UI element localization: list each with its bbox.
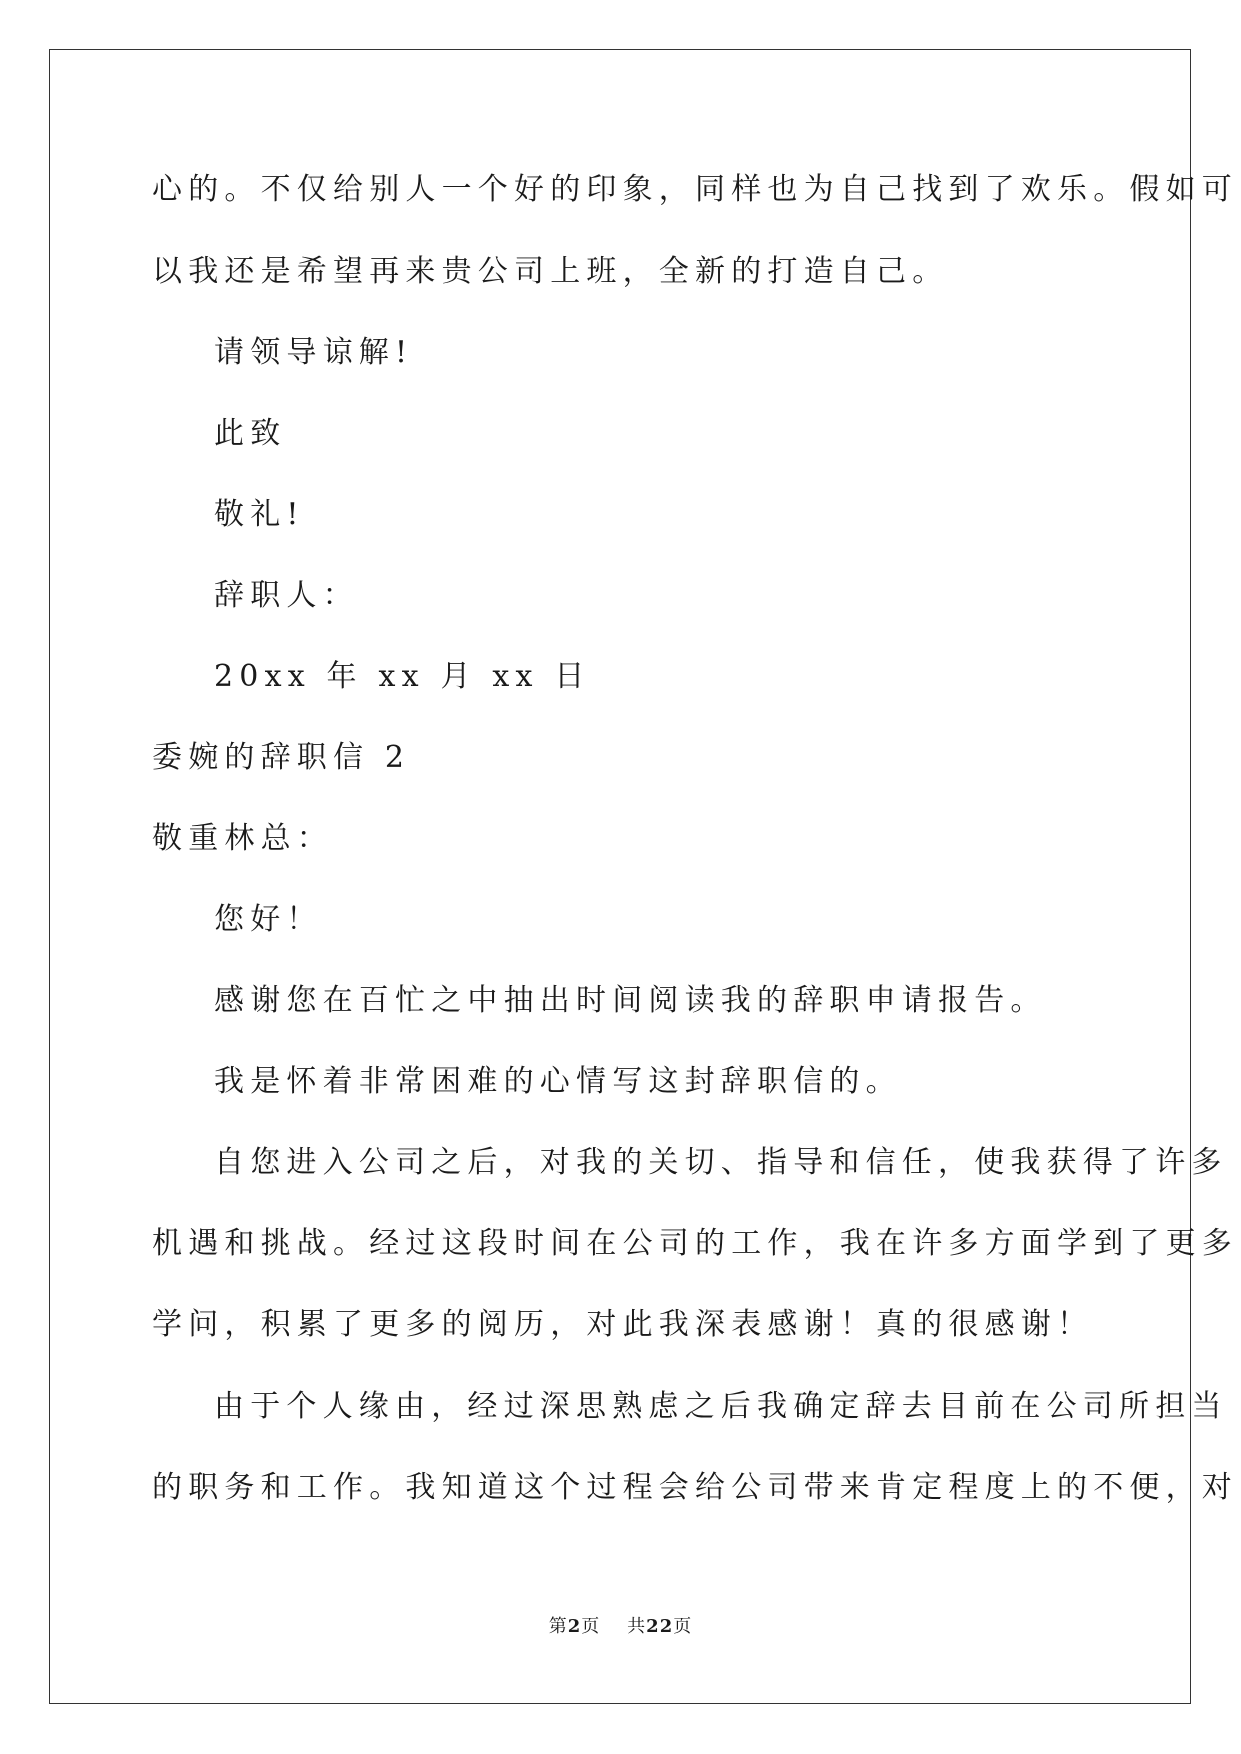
closing-request: 请领导谅解!: [214, 335, 414, 370]
closing-salutation: 此致: [214, 416, 287, 451]
body-line-4: 我是怀着非常困难的心情写这封辞职信的。: [214, 1064, 902, 1099]
footer-prefix: 第: [548, 1616, 568, 1637]
addressee: 敬重林总：: [152, 821, 333, 856]
footer-total-unit: 页: [673, 1616, 693, 1637]
page-footer: [0, 1612, 1241, 1638]
page-border: [49, 49, 1191, 1704]
body-line-1: 心的。不仅给别人一个好的印象，同样也为自己找到了欢乐。假如可: [152, 172, 1238, 207]
footer-current-page: 2: [567, 1616, 582, 1637]
signature-label: 辞职人：: [214, 578, 359, 613]
body-line-7: 学问，积累了更多的阅历，对此我深表感谢！真的很感谢！: [152, 1307, 1094, 1342]
body-line-5: 自您进入公司之后，对我的关切、指导和信任，使我获得了许多: [214, 1145, 1228, 1180]
closing-regards: 敬礼!: [214, 497, 305, 532]
section-title: 委婉的辞职信 2: [152, 740, 411, 775]
body-line-2: 以我还是希望再来贵公司上班，全新的打造自己。: [152, 254, 949, 289]
footer-total-prefix: 共: [627, 1616, 647, 1637]
body-line-9: 的职务和工作。我知道这个过程会给公司带来肯定程度上的不便，对: [152, 1470, 1238, 1505]
body-line-8: 由于个人缘由，经过深思熟虑之后我确定辞去目前在公司所担当: [214, 1389, 1228, 1424]
greeting: 您好！: [214, 902, 323, 937]
date-line: 20xx 年 xx 月 xx 日: [214, 659, 591, 694]
body-line-6: 机遇和挑战。经过这段时间在公司的工作，我在许多方面学到了更多: [152, 1226, 1238, 1261]
body-line-3: 感谢您在百忙之中抽出时间阅读我的辞职申请报告。: [214, 983, 1047, 1018]
footer-total-pages: 22: [646, 1616, 674, 1637]
footer-page-unit: 页: [581, 1616, 601, 1637]
